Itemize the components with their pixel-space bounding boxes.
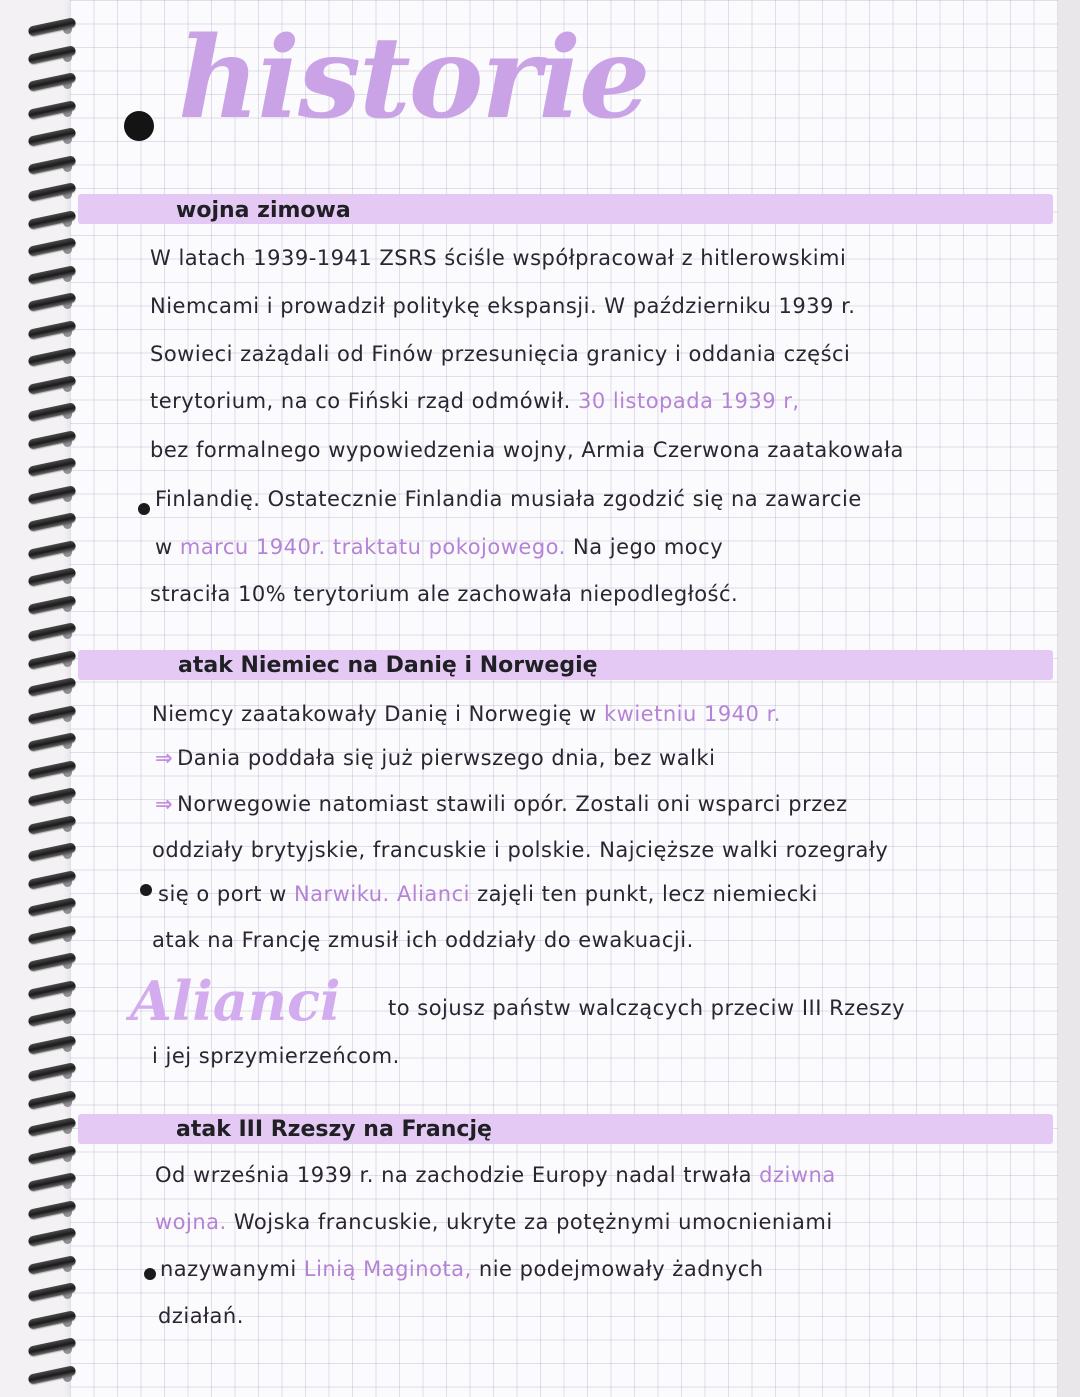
spiral-ring [27, 677, 76, 697]
spiral-ring [27, 952, 76, 972]
bullet-point: ⇒ Norwegowie natomiast stawili opór. Zostali oni wsparci przez [155, 792, 848, 816]
text-line: bez formalnego wypowiedzenia wojny, Armia Czerwona zaatakowała [150, 438, 904, 462]
text-line: Finlandię. Ostatecznie Finlandia musiała zgodzić się na zawarcie [155, 487, 862, 511]
page-edge [1058, 0, 1080, 1397]
text-line: Od września 1939 r. na zachodzie Europy nadal trwała dziwna [155, 1163, 836, 1187]
text-line: działań. [158, 1304, 244, 1328]
page-title: historie [178, 13, 649, 144]
text-line: w marcu 1940r. traktatu pokojowego. Na jego mocy [155, 535, 724, 559]
bullet-point: ⇒ Dania poddała się już pierwszego dnia, bez walki [155, 746, 716, 770]
spiral-ring [27, 292, 76, 312]
margin-dot [140, 884, 152, 896]
text-line: W latach 1939-1941 ZSRS ściśle współpracował z hitlerowskimi [150, 246, 847, 270]
spiral-ring [27, 732, 76, 752]
arrow-icon: ⇒ [155, 792, 174, 816]
text-line: terytorium, na co Fiński rząd odmówił. 30 listopada 1939 r, [150, 389, 800, 413]
spiral-ring [27, 72, 76, 92]
section-heading-wojna-zimowa: wojna zimowa [176, 198, 351, 223]
margin-dot [144, 1268, 156, 1280]
section-heading-dania-norwegia: atak Niemiec na Danię i Norwegię [178, 653, 598, 678]
spiral-ring [27, 1172, 76, 1192]
spiral-ring [27, 567, 76, 587]
definition-line: to sojusz państw walczących przeciw III Rzeszy [388, 996, 906, 1020]
spiral-ring [27, 1007, 76, 1027]
spiral-binding [0, 0, 80, 1397]
definition-line: i jej sprzymierzeńcom. [152, 1044, 400, 1068]
section-heading-francja: atak III Rzeszy na Francję [176, 1117, 492, 1142]
text-line: Sowieci zażądali od Finów przesunięcia granicy i oddania części [150, 342, 851, 366]
text-line: oddziały brytyjskie, francuskie i polskie. Najcięższe walki rozegrały [152, 838, 889, 862]
text-line: wojna. Wojska francuskie, ukryte za potężnymi umocnieniami [155, 1210, 833, 1234]
spiral-ring [27, 347, 76, 367]
spiral-ring [27, 17, 76, 37]
text-line: się o port w Narwiku. Alianci zajęli ten punkt, lecz niemiecki [158, 882, 818, 906]
spiral-ring [27, 842, 76, 862]
spiral-ring [27, 237, 76, 257]
spiral-ring [27, 1062, 76, 1082]
text-line: atak na Francję zmusił ich oddziały do ewakuacji. [152, 928, 694, 952]
spiral-ring [27, 1227, 76, 1247]
spiral-ring [27, 457, 76, 477]
arrow-icon: ⇒ [155, 746, 174, 770]
text-line: Niemcami i prowadził politykę ekspansji. W październiku 1939 r. [150, 294, 856, 318]
spiral-ring [27, 1337, 76, 1357]
text-line: Niemcy zaatakowały Danię i Norwegię w kwietniu 1940 r. [152, 702, 781, 726]
spiral-ring [27, 622, 76, 642]
spiral-ring [27, 787, 76, 807]
term-alianci: Alianci [130, 969, 341, 1033]
title-bullet [124, 111, 154, 141]
spiral-ring [27, 182, 76, 202]
spiral-ring [27, 402, 76, 422]
spiral-ring [27, 512, 76, 532]
margin-dot [138, 503, 150, 515]
spiral-ring [27, 1282, 76, 1302]
spiral-ring [27, 1117, 76, 1137]
spiral-ring [27, 127, 76, 147]
text-line: nazywanymi Linią Maginota, nie podejmowały żadnych [160, 1257, 764, 1281]
spiral-ring [27, 897, 76, 917]
text-line: straciła 10% terytorium ale zachowała niepodległość. [150, 582, 739, 606]
